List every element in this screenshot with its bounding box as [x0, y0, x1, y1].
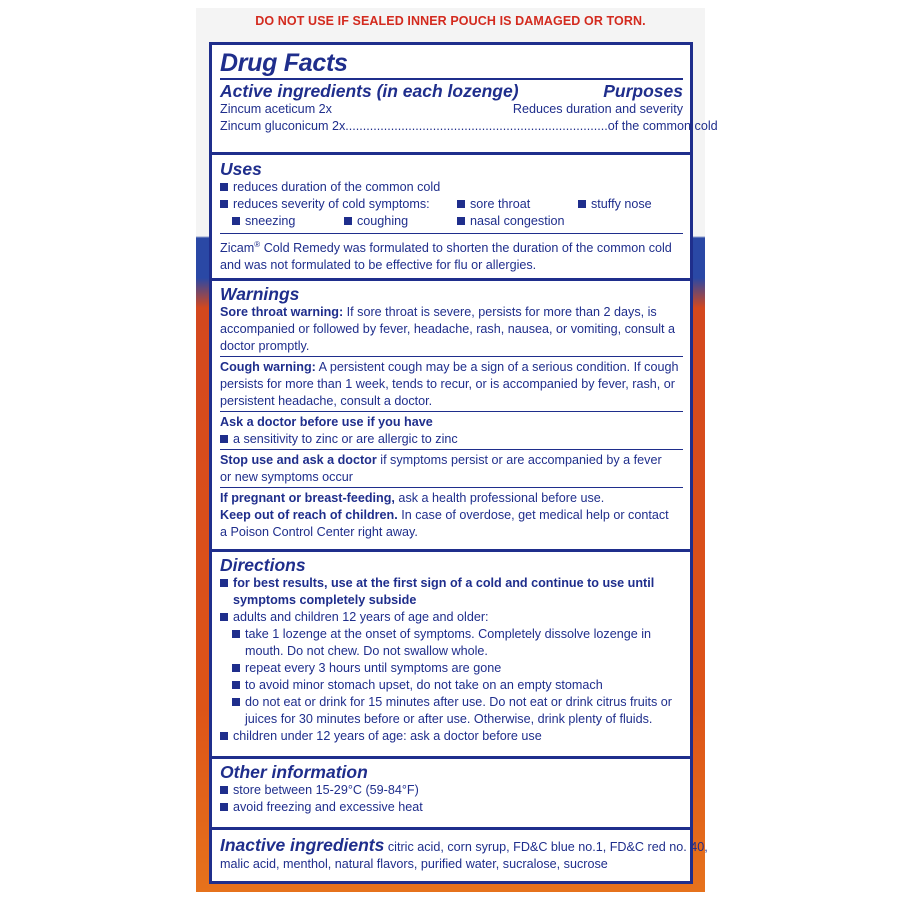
- list-item: take 1 lozenge at the onset of symptoms. Completely dissolve lozenge in: [220, 626, 683, 643]
- uses-section: Uses reduces duration of the common cold reduces severity of cold symptoms: sore throat stuffy nose sneezing coughing nasal congestion Zicam® Cold Remedy was formulated to shorten the duration of the common cold and was not formulated to be effective for flu or allergies.: [212, 155, 690, 278]
- sore-throat-warning: Sore throat warning: If sore throat is severe, persists for more than 2 days, is: [220, 305, 657, 319]
- pregnancy-warning: If pregnant or breast-feeding, ask a health professional before use.: [220, 491, 605, 505]
- list-item: children under 12 years of age: ask a doctor before use: [220, 728, 683, 745]
- list-item: reduces severity of cold symptoms: sore throat stuffy nose: [220, 196, 683, 213]
- uses-note: Zicam® Cold Remedy was formulated to shorten the duration of the common cold: [220, 240, 672, 256]
- list-item: adults and children 12 years of age and older:: [220, 609, 683, 626]
- directions-heading: Directions: [220, 555, 306, 575]
- cough-warning: Cough warning: A persistent cough may be a sign of a serious condition. If cough: [220, 360, 679, 374]
- bullet-icon: [232, 630, 240, 638]
- drug-facts-title: Drug Facts: [220, 49, 348, 77]
- bullet-icon: [457, 217, 465, 225]
- bullet-icon: [232, 664, 240, 672]
- divider: [220, 449, 683, 450]
- bullet-icon: [344, 217, 352, 225]
- list-item: repeat every 3 hours until symptoms are gone: [220, 660, 683, 677]
- bullet-icon: [220, 579, 228, 587]
- bullet-icon: [220, 732, 228, 740]
- leader-dots: ...........................................................................: [345, 119, 608, 133]
- bullet-icon: [232, 681, 240, 689]
- bullet-icon: [220, 803, 228, 811]
- stop-use-warning: Stop use and ask a doctor if symptoms persist or are accompanied by a fever: [220, 453, 662, 467]
- bullet-icon: [232, 698, 240, 706]
- bullet-icon: [232, 217, 240, 225]
- bullet-icon: [220, 183, 228, 191]
- inactive-ingredients-heading: Inactive ingredients: [220, 835, 385, 855]
- ingredient-row: Zincum aceticum 2x Reduces duration and severity: [220, 102, 683, 116]
- product-box-side: [196, 8, 718, 892]
- children-warning: Keep out of reach of children. In case of overdose, get medical help or contact: [220, 508, 669, 522]
- list-item: reduces duration of the common cold: [220, 179, 683, 196]
- drug-facts-panel: [209, 42, 718, 884]
- purposes-heading: Purposes: [603, 81, 683, 101]
- bullet-icon: [457, 200, 465, 208]
- divider: [220, 78, 683, 80]
- other-info-heading: Other information: [220, 762, 368, 782]
- warnings-section: Warnings Sore throat warning: If sore throat is severe, persists for more than 2 days, is accompanied or followed by fever, headache, rash, nausea, or vomiting, consult a doctor promptly. Cough warning: A persistent cough may be a sign of a serious condition. If cough persists for more than 1 week, tends to recur, or is accompanied by fever, rash, or persistent headache, consult a doctor. Ask a doctor before use if you have a sensitivity to zinc or are allergic to zinc Stop use and ask a doctor if symptoms persist or are accompanied by a fever or new symptoms occur If pregnant or breast-feeding, ask a health professional before use. Keep out of reach of children. In case of overdose, get medical help or contact a Poison Control Center right away.: [212, 281, 690, 549]
- list-item: do not eat or drink for 15 minutes after use. Do not eat or drink citrus fruits or: [220, 694, 683, 711]
- inactive-ingredients-section: Inactive ingredients citric acid, corn syrup, FD&C blue no.1, FD&C red no. 40, malic acid, menthol, natural flavors, purified water, sucralose, sucrose: [212, 830, 690, 881]
- ingredient-row: Zincum gluconicum 2x ........................................................................... of the common cold: [220, 119, 718, 133]
- bullet-icon: [578, 200, 586, 208]
- active-ingredients-heading: Active ingredients (in each lozenge): [220, 81, 519, 101]
- list-item: avoid freezing and excessive heat: [220, 799, 683, 816]
- pouch-warning: DO NOT USE IF SEALED INNER POUCH IS DAMAGED OR TORN.: [255, 14, 646, 28]
- warnings-heading: Warnings: [220, 284, 300, 304]
- bullet-icon: [220, 613, 228, 621]
- uses-heading: Uses: [220, 159, 262, 179]
- divider: [220, 356, 683, 357]
- list-item: for best results, use at the first sign of a cold and continue to use until: [220, 575, 683, 592]
- list-item: a sensitivity to zinc or are allergic to zinc: [220, 431, 683, 448]
- divider: [220, 411, 683, 412]
- divider: [220, 233, 683, 234]
- bullet-icon: [220, 200, 228, 208]
- other-information-section: [212, 759, 690, 827]
- bullet-icon: [220, 435, 228, 443]
- directions-section: Directions for best results, use at the first sign of a cold and continue to use until symptoms completely subside adults and children 12 years of age and older: take 1 lozenge at the onset of symptoms. Completely dissolve lozenge in mouth. Do not chew. Do not swallow whole. repeat every 3 hours until symptoms are gone to avoid minor stomach upset, do not take on an empty stomach do not eat or drink for 15 minutes after use. Do not eat or drink citrus fruits or juices for 30 minutes before or after use. Otherwise, drink plenty of fluids. children under 12 years of age: ask a doctor before use: [212, 552, 690, 756]
- list-item: sneezing coughing nasal congestion: [220, 213, 683, 230]
- list-item: store between 15-29°C (59-84°F): [220, 782, 683, 799]
- active-ingredients-section: [212, 45, 718, 152]
- ask-doctor-heading: Ask a doctor before use if you have: [220, 415, 433, 429]
- list-item: to avoid minor stomach upset, do not take on an empty stomach: [220, 677, 683, 694]
- bullet-icon: [220, 786, 228, 794]
- divider: [220, 487, 683, 488]
